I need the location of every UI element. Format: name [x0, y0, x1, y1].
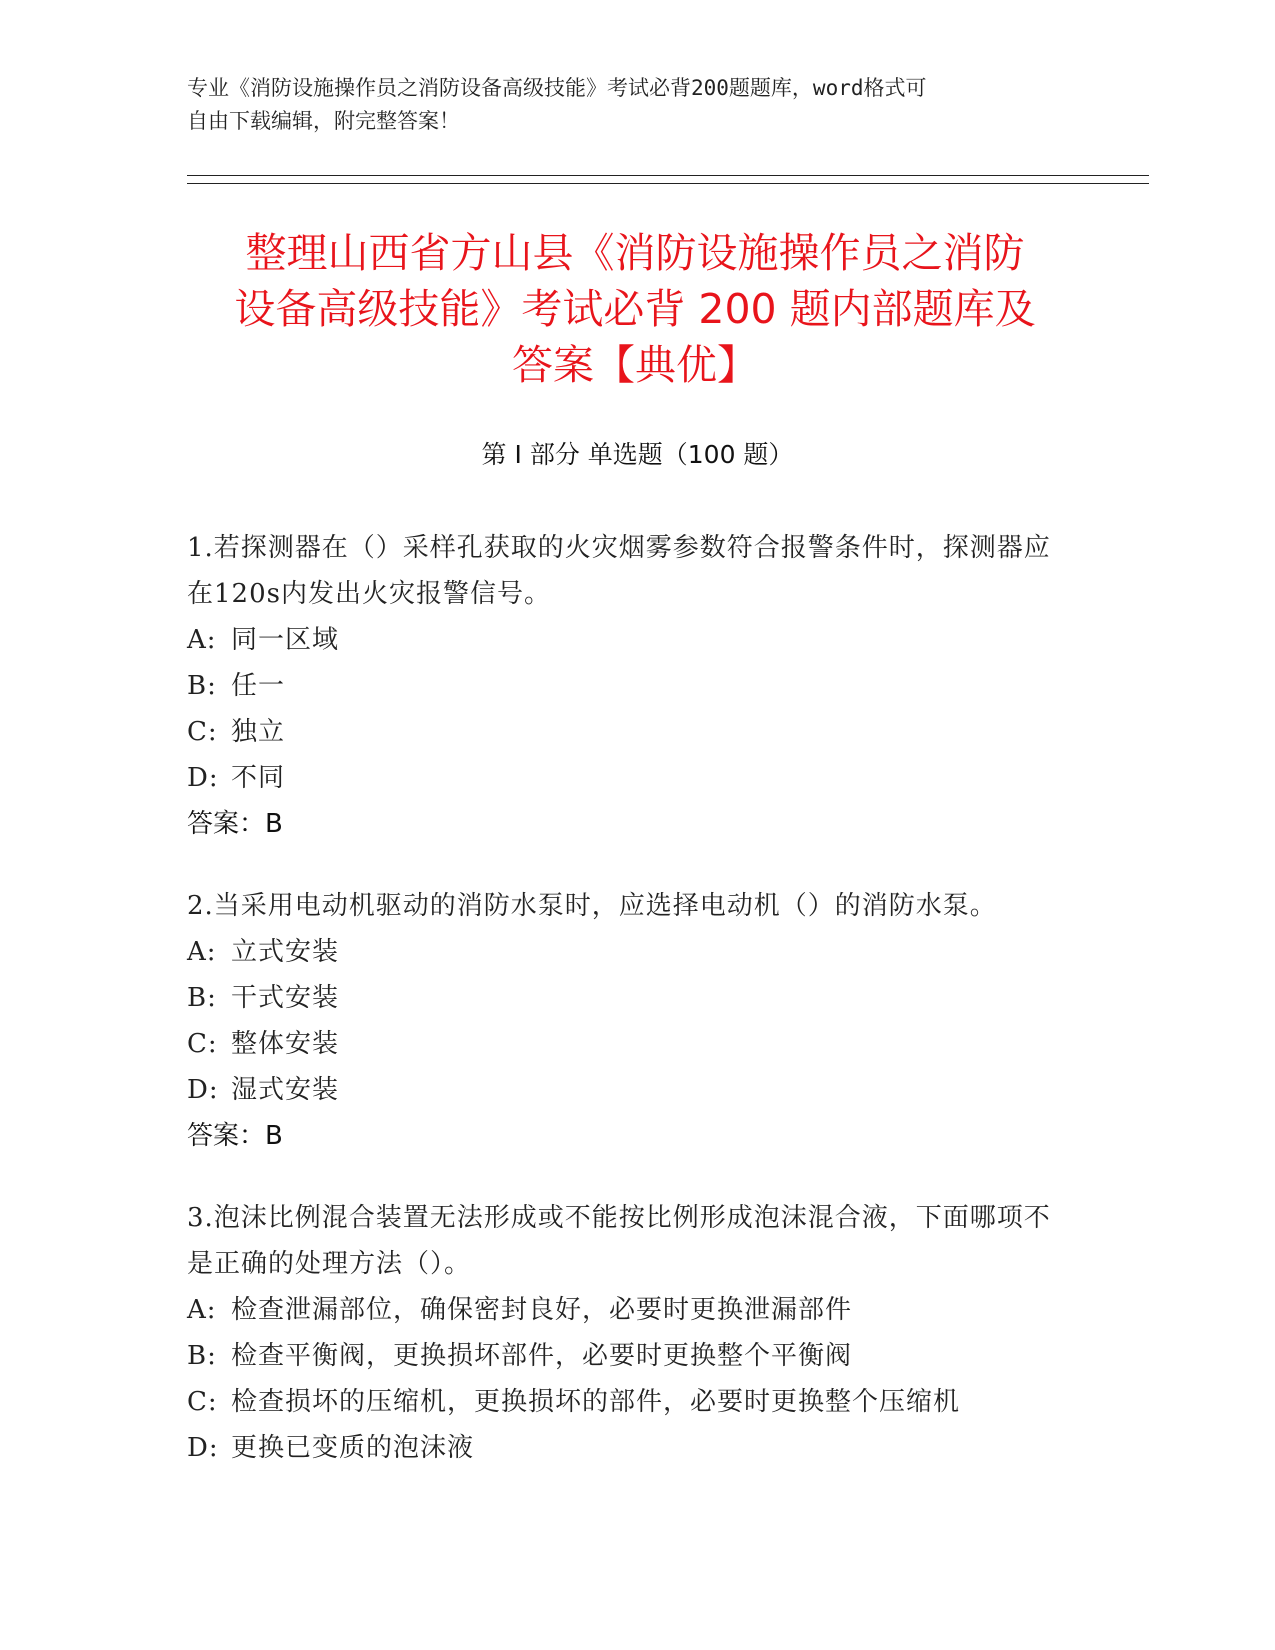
option-text: 任一 [231, 671, 286, 701]
option-c [187, 1021, 1067, 1067]
question-text: 2.当采用电动机驱动的消防水泵时，应选择电动机（）的消防水泵。 [187, 891, 997, 921]
option-c [187, 1379, 1067, 1425]
option-c [187, 709, 1067, 755]
header-line-2: 自由下载编辑，附完整答案！ [187, 109, 460, 133]
option-key: B: [187, 671, 217, 701]
option-text: 独立 [231, 717, 286, 747]
header-divider-top [187, 175, 1149, 176]
option-text: 检查平衡阀，更换损坏部件，必要时更换整个平衡阀 [231, 1341, 853, 1371]
document-title [140, 225, 1130, 393]
option-text: 立式安装 [231, 937, 340, 967]
option-key: D: [187, 1433, 219, 1463]
option-d [187, 755, 1067, 801]
option-d [187, 1067, 1067, 1113]
option-b [187, 975, 1067, 1021]
title-line-1: 整理山西省方山县《消防设施操作员之消防 [245, 229, 1025, 277]
option-b [187, 1333, 1067, 1379]
question-text: 3.泡沫比例混合装置无法形成或不能按比例形成泡沫混合液，下面哪项不是正确的处理方法（）。 [187, 1203, 1051, 1279]
header-divider-bottom [187, 183, 1149, 184]
option-a [187, 929, 1067, 975]
page-header [187, 72, 1067, 138]
section-heading: 第 I 部分 单选题（100 题） [481, 440, 794, 469]
question-list [187, 525, 1067, 1507]
option-text: 检查损坏的压缩机，更换损坏的部件，必要时更换整个压缩机 [231, 1387, 961, 1417]
option-key: B: [187, 983, 217, 1013]
option-text: 检查泄漏部位，确保密封良好，必要时更换泄漏部件 [231, 1295, 853, 1325]
option-key: A: [187, 937, 217, 967]
option-text: 干式安装 [231, 983, 340, 1013]
title-line-3: 答案【典优】 [512, 341, 758, 389]
option-key: C: [187, 717, 218, 747]
option-key: D: [187, 1075, 219, 1105]
option-key: A: [187, 1295, 217, 1325]
question-item [187, 883, 1067, 1159]
header-line-1: 专业《消防设施操作员之消防设备高级技能》考试必背200题题库，word格式可 [187, 76, 927, 100]
option-text: 不同 [231, 763, 286, 793]
question-text: 1.若探测器在（）采样孔获取的火灾烟雾参数符合报警条件时，探测器应在120s内发出火灾报警信号。 [187, 533, 1051, 609]
option-key: C: [187, 1029, 218, 1059]
question-item [187, 1195, 1067, 1471]
option-key: C: [187, 1387, 218, 1417]
option-text: 更换已变质的泡沫液 [231, 1433, 475, 1463]
option-text: 同一区域 [231, 625, 340, 655]
option-text: 湿式安装 [231, 1075, 340, 1105]
option-a [187, 617, 1067, 663]
option-text: 整体安装 [231, 1029, 340, 1059]
question-item [187, 525, 1067, 847]
option-key: A: [187, 625, 217, 655]
option-d [187, 1425, 1067, 1471]
option-key: B: [187, 1341, 217, 1371]
answer-text: 答案：B [187, 1121, 283, 1151]
answer-text: 答案：B [187, 809, 283, 839]
option-a [187, 1287, 1067, 1333]
option-b [187, 663, 1067, 709]
option-key: D: [187, 763, 219, 793]
title-line-2: 设备高级技能》考试必背 200 题内部题库及 [234, 285, 1036, 333]
